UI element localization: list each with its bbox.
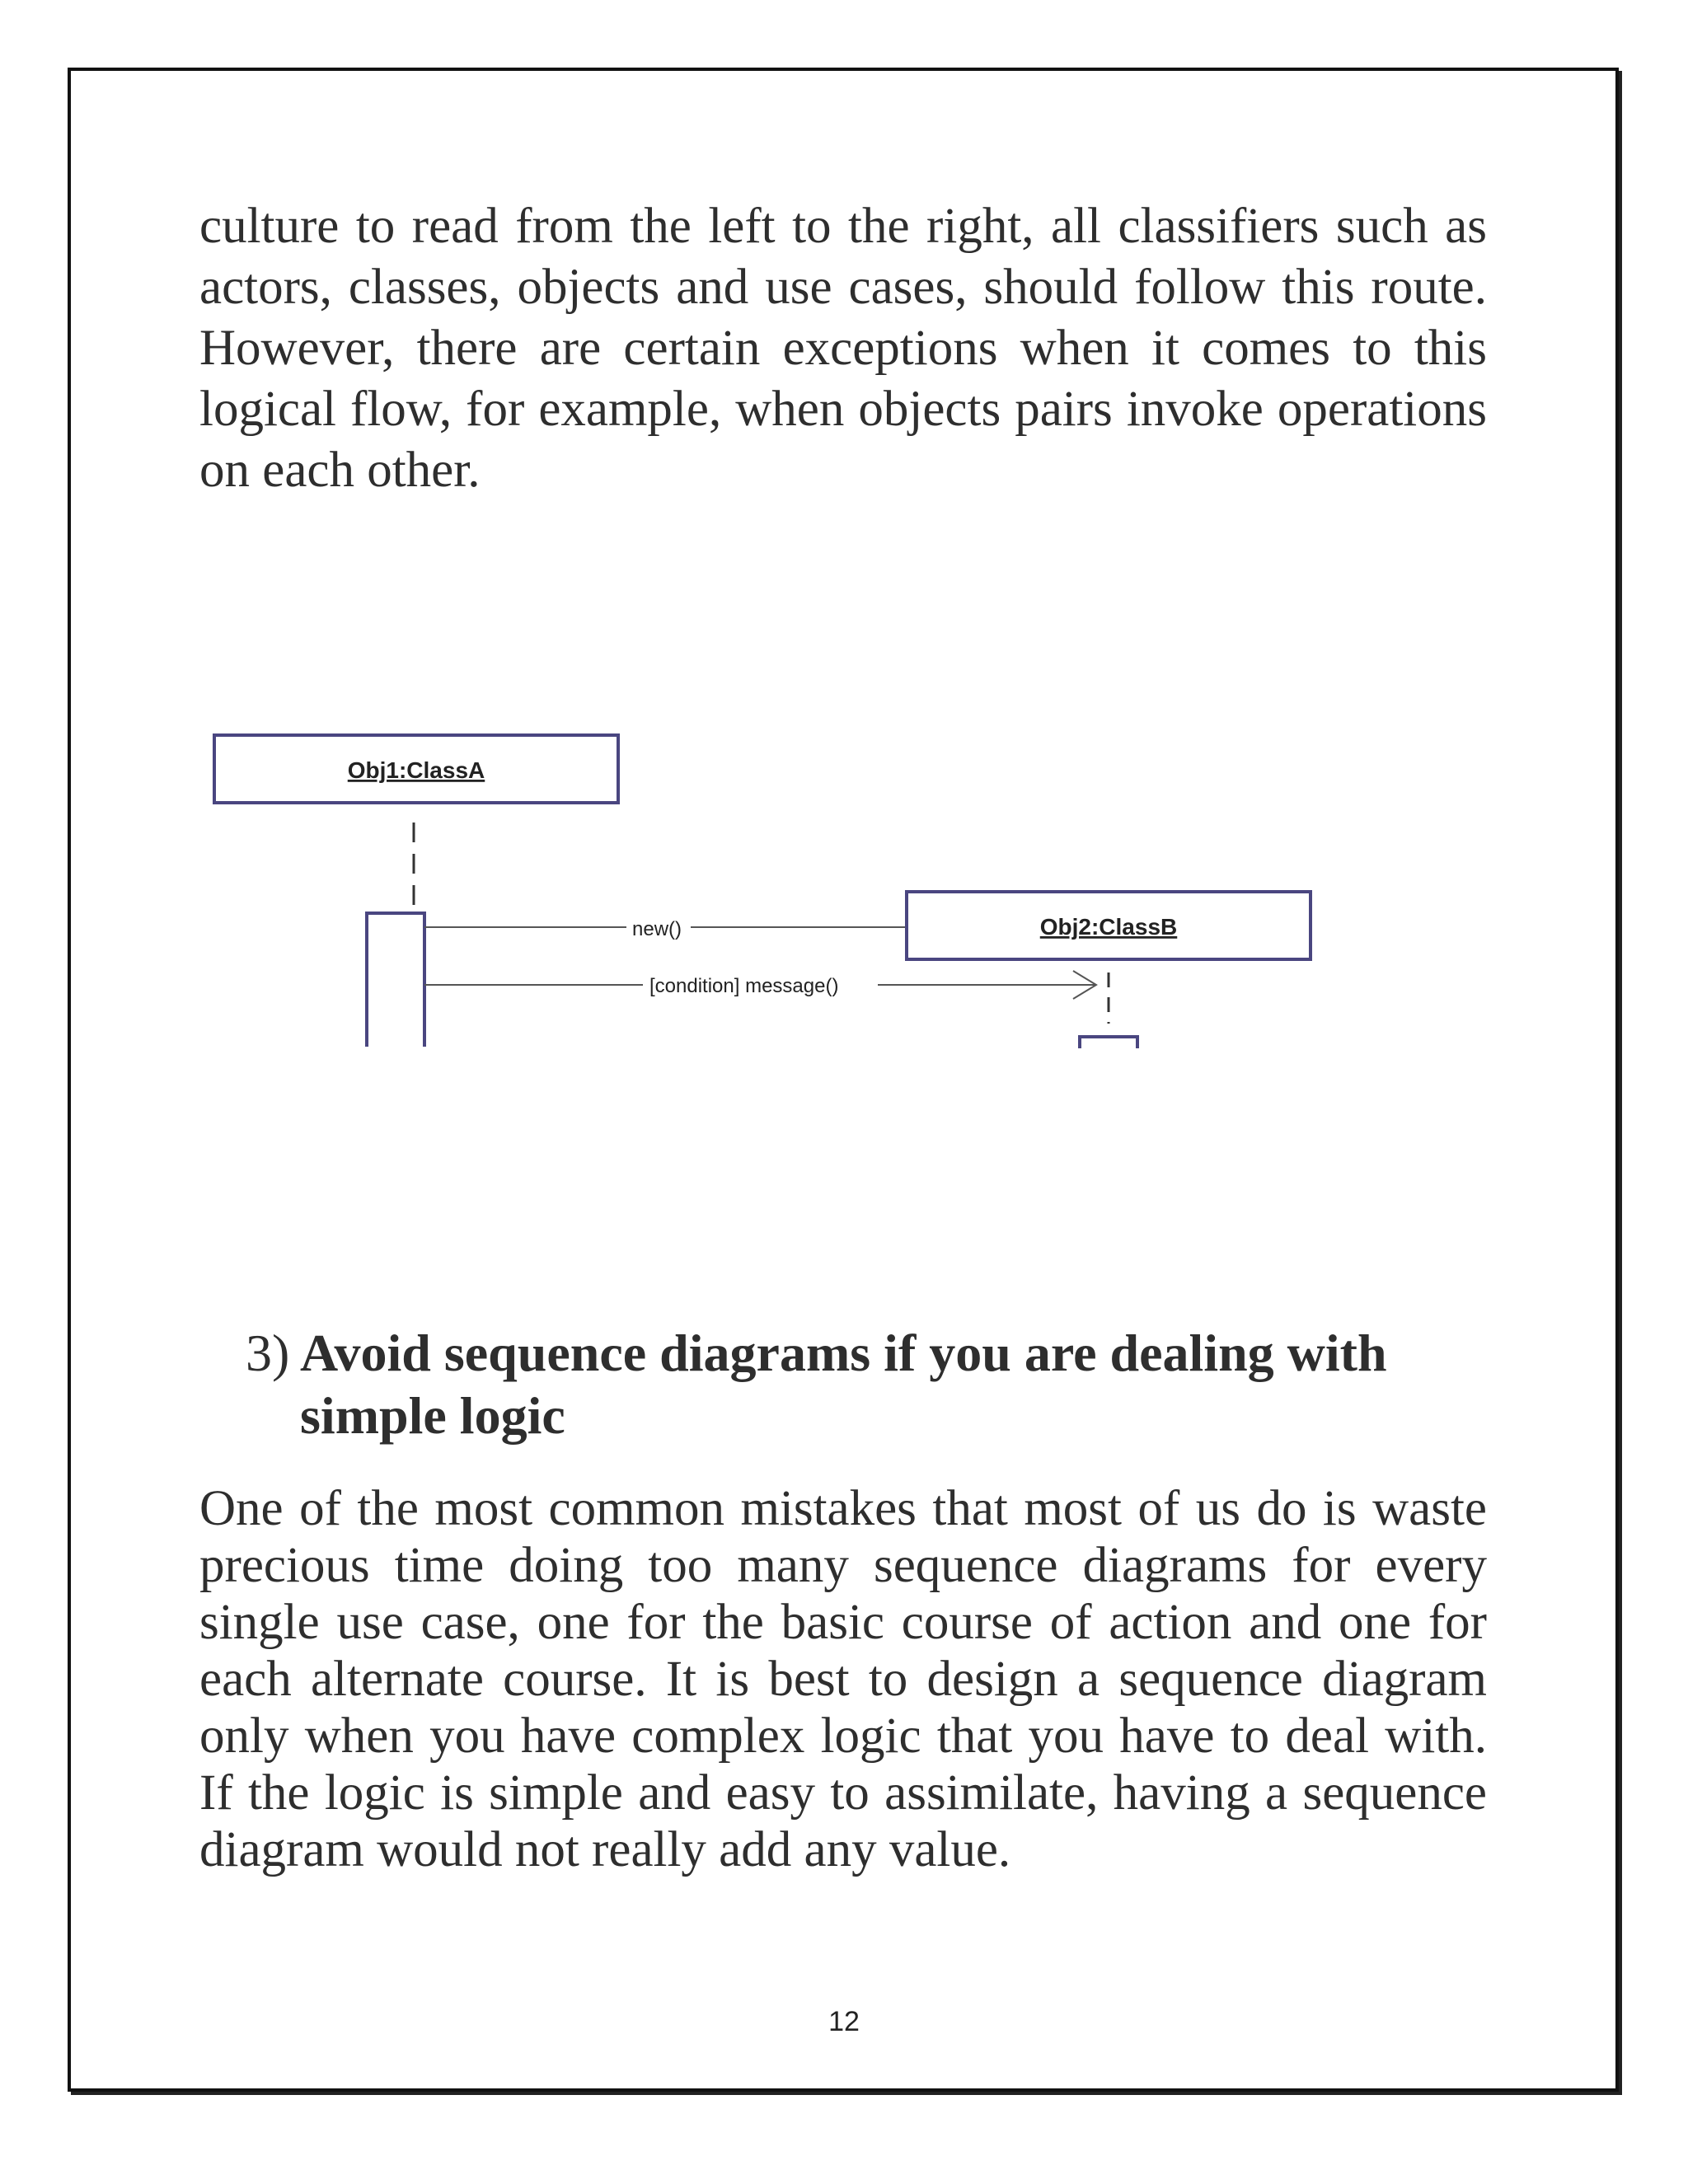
section-heading-line-2: simple logic: [300, 1386, 565, 1445]
object-1-label: Obj1:ClassA: [347, 757, 485, 783]
section-number: 3): [246, 1324, 290, 1382]
object-2-label: Obj2:ClassB: [1039, 914, 1178, 940]
section-heading-line-1: Avoid sequence diagrams if you are dealing with: [300, 1324, 1387, 1382]
section-heading: [246, 1322, 1482, 1447]
paragraph-advice: One of the most common mistakes that most of us do is waste precious time doing too many sequence diagrams for every single use case, one for the basic course of action and one for each alternate course. It is best to design a sequence diagram only when you have complex logic that you have to deal with. If the logic is simple and easy to assimilate, having a sequence diagram would not really add any value.: [199, 1481, 1487, 1877]
sequence-diagram: [198, 725, 1352, 1055]
page-number: 12: [828, 2006, 860, 2037]
message-new-label: new(): [632, 918, 682, 940]
object-2-activation-bar: [1080, 1037, 1137, 1048]
message-condition-label: [condition] message(): [649, 975, 839, 997]
paragraph-intro: culture to read from the left to the right, all classifiers such as actors, classes, objects and use cases, should follow this route. However, there are certain exceptions when it comes to this logical flow, for example, when objects pairs invoke operations on each other.: [199, 199, 1487, 498]
object-1-activation-bar: [367, 913, 424, 1047]
